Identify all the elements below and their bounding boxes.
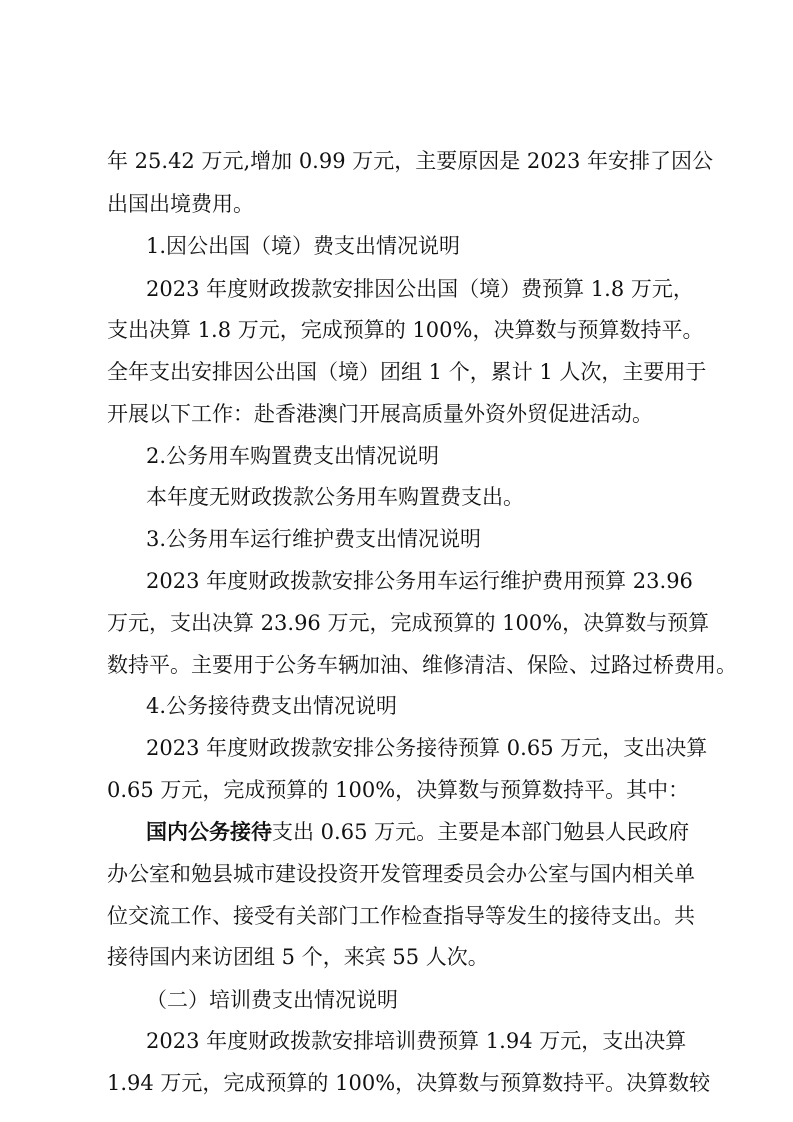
section-heading-5: （二）培训费支出情况说明 bbox=[146, 988, 398, 1012]
paragraph-line-1: 年 25.42 万元,增加 0.99 万元，主要原因是 2023 年安排了因公 bbox=[107, 149, 714, 173]
paragraph-line-6: 开展以下工作：赴香港澳门开展高质量外资外贸促进活动。 bbox=[107, 402, 653, 426]
paragraph-line-13 bbox=[146, 818, 793, 846]
section-heading-1: 1.因公出国（境）费支出情况说明 bbox=[146, 234, 461, 258]
paragraph-line-3: 2023 年度财政拨款安排因公出国（境）费预算 1.8 万元， bbox=[146, 277, 694, 301]
paragraph-line-15: 位交流工作、接受有关部门工作检查指导等发生的接待支出。共 bbox=[107, 904, 695, 928]
paragraph-line-2: 出国出境费用。 bbox=[107, 192, 254, 216]
section-heading-4: 4.公务接待费支出情况说明 bbox=[146, 694, 398, 718]
section-heading-2: 2.公务用车购置费支出情况说明 bbox=[146, 444, 440, 468]
paragraph-line-9: 万元，支出决算 23.96 万元，完成预算的 100%，决算数与预算 bbox=[107, 611, 710, 635]
paragraph-line-13-text: 支出 0.65 万元。主要是本部门勉县人民政府 bbox=[272, 820, 690, 844]
paragraph-line-17: 2023 年度财政拨款安排培训费预算 1.94 万元，支出决算 bbox=[146, 1029, 687, 1053]
paragraph-line-12: 0.65 万元，完成预算的 100%，决算数与预算数持平。其中： bbox=[107, 778, 690, 802]
section-heading-3: 3.公务用车运行维护费支出情况说明 bbox=[146, 527, 482, 551]
paragraph-line-18: 1.94 万元，完成预算的 100%，决算数与预算数持平。决算数较 bbox=[107, 1071, 711, 1095]
paragraph-line-5: 全年支出安排因公出国（境）团组 1 个，累计 1 人次，主要用于 bbox=[107, 360, 707, 384]
paragraph-line-11: 2023 年度财政拨款安排公务接待预算 0.65 万元，支出决算 bbox=[146, 736, 708, 760]
paragraph-line-8: 2023 年度财政拨款安排公务用车运行维护费用预算 23.96 bbox=[146, 569, 693, 593]
bold-label: 国内公务接待 bbox=[146, 819, 272, 844]
paragraph-line-4: 支出决算 1.8 万元，完成预算的 100%，决算数与预算数持平。 bbox=[107, 318, 704, 342]
paragraph-line-7: 本年度无财政拨款公务用车购置费支出。 bbox=[146, 485, 524, 509]
paragraph-line-14: 办公室和勉县城市建设投资开发管理委员会办公室与国内相关单 bbox=[107, 862, 695, 886]
paragraph-line-10: 数持平。主要用于公务车辆加油、维修清洁、保险、过路过桥费用。 bbox=[107, 653, 737, 677]
paragraph-line-16: 接待国内来访团组 5 个，来宾 55 人次。 bbox=[107, 945, 489, 969]
